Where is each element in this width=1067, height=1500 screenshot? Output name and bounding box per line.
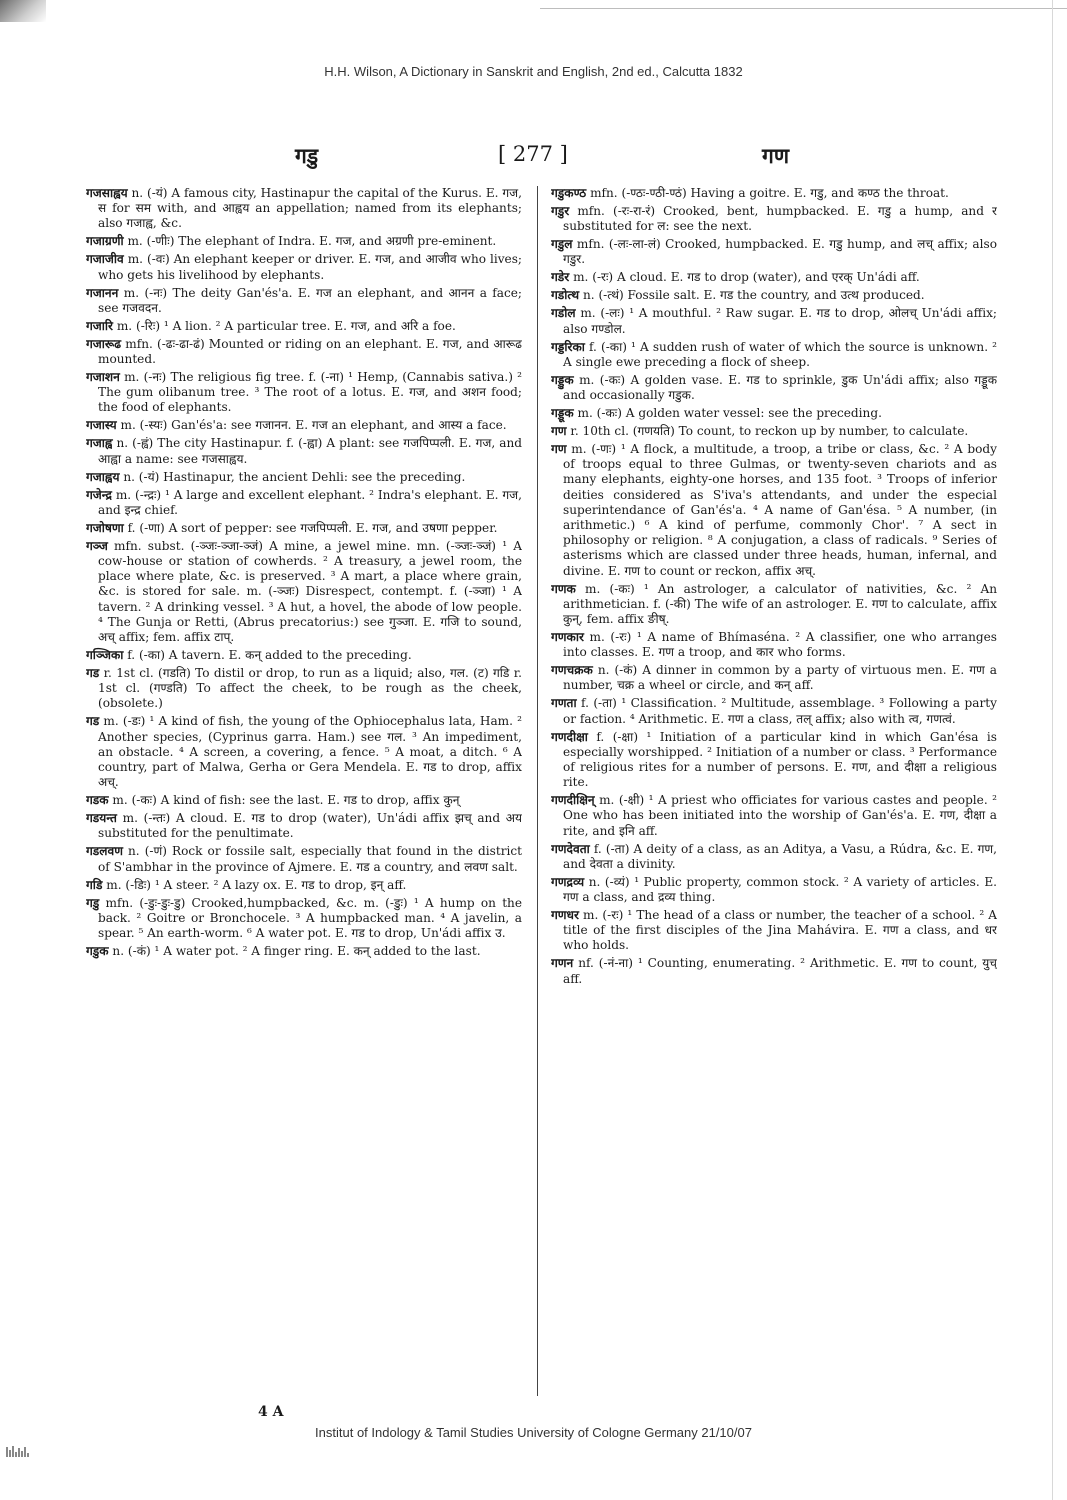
dictionary-entry — [551, 340, 997, 370]
entry-headword: गजाशन — [86, 370, 120, 385]
entry-definition: m. (-रः) ¹ A name of Bhímaséna. ² A classifier, one who arranges into classes. E. गण a troop, and कार who forms. — [563, 630, 997, 660]
entry-headword: गजाह्व — [86, 436, 113, 451]
entry-headword: गजानन — [86, 285, 119, 300]
dictionary-entry — [86, 436, 522, 466]
entry-headword: गण — [551, 424, 567, 439]
entry-headword: गणचक्रक — [551, 663, 593, 678]
dictionary-entry — [551, 406, 997, 421]
entry-headword: गडयन्त — [86, 811, 117, 826]
entry-definition: m. (-कः) A kind of fish: see the last. E. गड to drop, affix कुन् — [108, 793, 460, 808]
dictionary-entry — [86, 648, 522, 663]
dictionary-entry — [551, 442, 997, 579]
entry-definition: mfn. (-डुः-डुः-डु) Crooked,humpbacked, &c. m. (-डुः) ¹ A hump on the back. ² Goitre or Bronchocele. ³ A humpbacked man. ⁴ A javelin, a spear. ⁵ An earth-worm. ⁶ A water pot. E. गड to drop, Un'ádi affix उ. — [98, 895, 522, 941]
entry-definition: n. (-णं) Rock or fossile salt, especially that found in the district of S'ambhar in the province of Ajmere. E. गड a country, and लवण salt. — [98, 844, 522, 874]
entry-definition: m. (-कः) ¹ An astrologer, a calculator of nativities, &c. ² An arithmetician. f. (-की) The wife of an astrologer. E. गण to calculate, affix कुन्, fem. affix ङीष्. — [563, 581, 997, 627]
entry-definition: mfn. (-ण्ठः-ण्ठी-ण्ठं) Having a goitre. E. गडु, and कण्ठ the throat. — [586, 186, 949, 200]
entry-definition: f. (-का) A tavern. E. कन् added to the preceding. — [123, 648, 412, 663]
entry-definition: r. 10th cl. (गणयति) To count, to reckon up by number, to calculate. — [566, 424, 969, 439]
dictionary-entry — [86, 488, 522, 518]
entry-headword: गणद्रव्य — [551, 874, 585, 889]
dictionary-entry — [551, 793, 997, 839]
dictionary-entry — [86, 521, 522, 536]
entry-definition: m. (-रः) ¹ The head of a class or number, the teacher of a school. ² A title of the first disciples of the Jina Mahávira. E. गण a class, and धर who holds. — [563, 908, 997, 953]
entry-definition: mfn. (-लः-ला-लं) Crooked, humpbacked. E. गडु hump, and लच् affix; also गडुर. — [563, 237, 997, 267]
dictionary-entry — [86, 811, 522, 841]
entry-definition: mfn. (-रः-रा-रं) Crooked, bent, humpbacked. E. गडु a hump, and र substituted for ल: see the next. — [563, 204, 997, 234]
entry-headword: गणदीक्षा — [551, 729, 588, 744]
entry-headword: गणता — [551, 696, 577, 711]
dictionary-entry — [86, 470, 522, 485]
running-head-right: गण — [762, 143, 790, 168]
entry-headword: गजाह्वय — [86, 469, 120, 484]
left-column — [86, 186, 522, 1398]
entry-headword: गडि — [86, 877, 103, 892]
dictionary-entry — [551, 373, 997, 403]
dictionary-entry — [86, 234, 522, 249]
dictionary-entry — [551, 204, 997, 234]
entry-definition: mfn. (-ढः-ढा-ढं) Mounted or riding on an elephant. E. गज, and आरूढ mounted. — [98, 336, 522, 367]
column-divider — [537, 186, 538, 1396]
entry-headword: गड — [86, 714, 100, 729]
entry-definition: f. (-क्षा) ¹ Initiation of a particular kind in which Gan'ésa is especially worshipped. ² Initiation of a number or class. ³ Performance of religious rites for a number of persons. E. गण, and दीक्षा a religious rite. — [563, 729, 997, 790]
entry-headword: गडोल — [551, 306, 576, 321]
entry-headword: गजसाह्वय — [86, 186, 128, 200]
entry-headword: गणधर — [551, 908, 579, 923]
entry-headword: गडुल — [551, 237, 573, 252]
entry-definition: n. (-त्थं) Fossile salt. E. गड the country, and उत्थ produced. — [579, 288, 925, 303]
dictionary-entry — [551, 424, 997, 439]
entry-definition: f. (-ता) A deity of a class, as an Aditya, a Vasu, a Rúdra, &c. E. गण, and देवता a divinity. — [563, 841, 997, 871]
entry-headword: गड्डूक — [551, 406, 574, 421]
dictionary-entry — [86, 252, 522, 282]
entry-definition: m. (-रः) A cloud. E. गड to drop (water), and एरक् Un'ádi aff. — [569, 270, 920, 285]
right-column — [551, 186, 997, 1398]
dictionary-entry — [551, 696, 997, 726]
entry-definition: m. (-कः) A golden water vessel: see the preceding. — [573, 406, 882, 421]
entry-definition: m. (-वः) An elephant keeper or driver. E. गज, and आजीव who lives; who gets his livelihood by elephants. — [98, 252, 522, 282]
entry-headword: गजाग्रणी — [86, 234, 124, 249]
footer-credit: Institut of Indology & Tamil Studies University of Cologne Germany 21/10/07 — [315, 1425, 752, 1440]
entry-headword: गणदेवता — [551, 841, 590, 856]
entry-headword: गडलवण — [86, 844, 123, 859]
entry-definition: n. (-यं) A famous city, Hastinapur the capital of the Kurus. E. गज, स for सम with, and आह्वय an appellation; named from its elephants; also गजाह्व, &c. — [98, 186, 522, 231]
entry-definition: m. (-न्तः) A cloud. E. गड to drop (water), Un'ádi affix झच् and अय substituted for the penultimate. — [98, 811, 522, 841]
entry-definition: f. (-णा) A sort of pepper: see गजपिप्पली. E. गज, and उषणा pepper. — [123, 520, 498, 535]
dictionary-entry — [551, 582, 997, 628]
dictionary-entry — [551, 956, 997, 986]
entry-headword: गणक — [551, 581, 576, 596]
dictionary-entry — [551, 270, 997, 285]
entry-definition: m. (-णः) ¹ A flock, a multitude, a troop, a tribe or class, &c. ² A body of troops equal to three Gulmas, or twenty-seven chariots and as many elephants, eighty-one horses, and 135 foot. ³ Troops of inferior deities considered as S'iva's attendants, and under the especial superintendance of Gan'és'a. ⁴ A name of Gan'ésa. ⁵ A number, (in arithmetic.) ⁶ A kind of perfume, commonly Chor'. ⁷ A sect in philosophy or religion. ⁸ A conjugation, a class of radicals. ⁹ Series of asterisms which are classed under three heads, human, infernal, and divine. E. गण to count or reckon, affix अच्. — [563, 442, 997, 578]
dictionary-entry — [86, 286, 522, 316]
entry-headword: गञ्जिका — [86, 648, 124, 663]
entry-headword: गडु — [86, 895, 100, 910]
entry-headword: गजारि — [86, 318, 113, 333]
entry-definition: m. (-न्द्रः) ¹ A large and excellent elephant. ² Indra's elephant. E. गज, and इन्द्र chief. — [98, 487, 522, 517]
dictionary-entry — [86, 418, 522, 433]
scan-edge-line — [1052, 0, 1053, 1500]
entry-definition: m. (-डिः) ¹ A steer. ² A lazy ox. E. गड to drop, इन् aff. — [102, 877, 407, 892]
entry-headword: गञ्ज — [86, 538, 108, 553]
dictionary-entry — [86, 370, 522, 416]
entry-headword: गडोत्थ — [551, 288, 580, 303]
entry-headword: गणदीक्षिन् — [551, 793, 595, 808]
entry-definition: m. (-णीः) The elephant of Indra. E. गज, and अग्रणी pre-eminent. — [123, 234, 497, 249]
dictionary-entry — [86, 666, 522, 712]
entry-headword: गड — [86, 666, 100, 681]
entry-definition: f. (-का) ¹ A sudden rush of water of which the source is unknown. ² A single ewe preceding a flock of sheep. — [563, 339, 997, 369]
entry-definition: m. (-कः) A golden vase. E. गड to sprinkle, डुक Un'ádi affix; also गड्डूक and occasionally गडुक. — [563, 372, 997, 403]
entry-definition: m. (-नः) The deity Gan'és'a. E. गज an elephant, and आनन a face; see गजवदन. — [98, 285, 522, 315]
entry-headword: गडेर — [551, 270, 570, 285]
entry-definition: n. (-ह्वं) The city Hastinapur. f. (-ह्वा) A plant: see गजपिप्पली. E. गज, and आह्वा a name: see गजसाह्वय. — [98, 436, 522, 466]
dictionary-entry — [86, 896, 522, 942]
entry-definition: f. (-ता) ¹ Classification. ² Multitude, assemblage. ³ Following a party or faction. ⁴ Arithmetic. E. गण a class, तल् affix; also with त्व, गणत्वं. — [563, 696, 997, 726]
entry-headword: गडुक — [86, 944, 109, 959]
entry-headword: गजास्य — [86, 418, 117, 433]
entry-definition: m. (-स्यः) Gan'és'a: see गजानन. E. गज an elephant, and आस्य a face. — [116, 418, 507, 433]
entry-headword: गड्डुक — [551, 372, 574, 387]
entry-definition: nf. (-नं-ना) ¹ Counting, enumerating. ² Arithmetic. E. गण to count, युच् aff. — [563, 956, 997, 986]
dictionary-entry — [86, 337, 522, 367]
entry-headword: गड्डरिका — [551, 339, 585, 354]
entry-definition: n. (-यं) Hastinapur, the ancient Dehli: see the preceding. — [119, 469, 466, 484]
dictionary-entry — [86, 793, 522, 808]
signature-mark: 4 A — [258, 1404, 284, 1420]
entry-definition: r. 1st cl. (गडति) To distil or drop, to run as a liquid; also, गल. (ट) गडि r. 1st cl. (गण्डति) To affect the cheek, to be rough as the cheek, (obsolete.) — [98, 666, 522, 711]
dictionary-entry — [86, 944, 522, 959]
dictionary-entry — [551, 730, 997, 791]
scan-corner-mark — [0, 0, 46, 22]
entry-definition: m. (-लः) ¹ A mouthful. ² Raw sugar. E. गड to drop, ओलच् Un'ádi affix; also गण्डोल. — [563, 306, 997, 336]
entry-definition: n. (-व्यं) ¹ Public property, common stock. ² A variety of articles. E. गण a class, and द्रव्य thing. — [563, 874, 997, 905]
dictionary-entry — [551, 306, 997, 336]
scan-stamp-mark — [6, 1438, 44, 1450]
top-rule — [540, 8, 1067, 9]
entry-definition: m. (-क्षी) ¹ A priest who officiates for various castes and people. ² One who has been initiated into the worship of Gan'és'a. E. गण, दीक्षा a rite, and इनि aff. — [563, 793, 997, 838]
dictionary-entry — [551, 908, 997, 954]
dictionary-entry — [86, 844, 522, 874]
entry-headword: गडक — [86, 793, 109, 808]
entry-headword: गजारूढ — [86, 336, 122, 351]
entry-headword: गजाजीव — [86, 252, 124, 267]
dictionary-entry — [86, 319, 522, 334]
entry-headword: गडुकण्ठ — [551, 186, 587, 200]
dictionary-entry — [551, 842, 997, 872]
entry-headword: गण — [551, 442, 567, 457]
dictionary-entry — [86, 714, 522, 790]
source-header: H.H. Wilson, A Dictionary in Sanskrit and English, 2nd ed., Calcutta 1832 — [324, 64, 743, 79]
dictionary-entry — [551, 186, 997, 201]
entry-definition: mfn. subst. (-ञ्जः-ञ्जा-ञ्जं) A mine, a jewel mine. mn. (-ञ्जः-ञ्जं) ¹ A cow-house or station of cowherds. ² A treasury, a jewel room, the place where plate, &c. is preserved. ³ A mart, a place where grain, &c. is stored for sale. m. (-ञ्जः) Disrespect, contempt. f. (-ञ्जा) ¹ A tavern. ² A drinking vessel. ³ A hut, a hovel, the abode of low people. ⁴ The Gunja or Retti, (Abrus precatorius:) see गुञ्जा. E. गजि to sound, अच् affix; fem. affix टाप्. — [98, 538, 522, 645]
dictionary-entry — [551, 288, 997, 303]
entry-definition: m. (-नः) The religious fig tree. f. (-ना) ¹ Hemp, (Cannabis sativa.) ² The gum olibanum tree. ³ The root of a lotus. E. गज, and अशन food; the food of elephants. — [98, 370, 522, 415]
dictionary-entry — [551, 630, 997, 660]
dictionary-entry — [86, 186, 522, 232]
entry-headword: गजेन्द्र — [86, 487, 112, 502]
entry-headword: गजोषणा — [86, 520, 124, 535]
entry-headword: गणकार — [551, 630, 584, 645]
entry-definition: m. (-रिः) ¹ A lion. ² A particular tree. E. गज, and अरि a foe. — [113, 318, 456, 333]
entry-definition: n. (-कं) ¹ A water pot. ² A finger ring. E. कन् added to the last. — [108, 944, 481, 959]
dictionary-entry — [86, 539, 522, 645]
entry-definition: n. (-कं) A dinner in common by a party of virtuous men. E. गण a number, चक्र a wheel or circle, and कन् aff. — [563, 663, 997, 693]
running-head-left: गडु — [295, 143, 319, 168]
page-number: [ 277 ] — [498, 142, 568, 166]
entry-headword: गणन — [551, 956, 574, 971]
dictionary-entry — [551, 875, 997, 905]
entry-definition: m. (-डः) ¹ A kind of fish, the young of the Ophiocephalus lata, Ham. ² Another species, (Cyprinus garra. Ham.) see गल. ³ An impediment, an obstacle. ⁴ A screen, a covering, a fence. ⁵ A moat, a ditch. ⁶ A country, part of Malwa, Gerha or Gera Mendela. E. गड to drop, affix अच्. — [98, 714, 522, 790]
dictionary-entry — [551, 237, 997, 267]
entry-headword: गडुर — [551, 204, 570, 218]
dictionary-entry — [86, 878, 522, 893]
dictionary-entry — [551, 663, 997, 693]
